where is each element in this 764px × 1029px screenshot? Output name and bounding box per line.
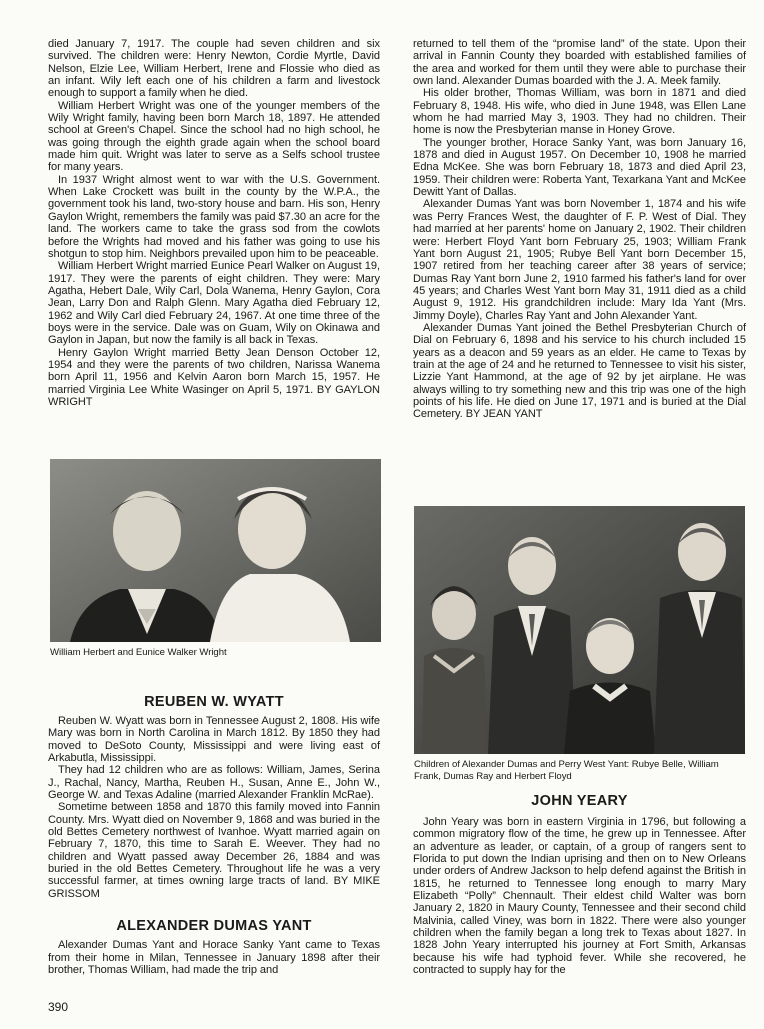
photo-wright-couple-image [50,459,381,642]
paragraph: Alexander Dumas Yant joined the Bethel Presbyterian Church of Dial on February 6, 1898 and his service to his church included 15 years as a deacon and 59 years as an elder. He came to Texas by train at the age of 24 and he returned to Tennessee to visit his sister, Lizzie Yant Hammond, at the age of 92 by jet airplane. He was always willing to try something new and this trip was one of the high points of his life. He died on June 17, 1971 and is buried at the Dial Cemetery. BY JEAN YANT [413,321,746,421]
paragraph: In 1937 Wright almost went to war with the U.S. Government. When Lake Crockett was built in the county by the W.P.A., the government took his land, two-story house and barn. His son, Henry Gaylon Wright, remembers the family was paid $7.30 an acre for the land. The workers came to take the grass sod from the cowlots before the Wrights had moved and his father was going to use his shotgun to stop him. Neighbors prevailed upon him to be peaceable. [48,173,380,260]
photo-caption-yant: Children of Alexander Dumas and Perry West Yant: Rubye Belle, William Frank, Dumas Ray and Herbert Floyd [414,759,719,782]
left-column [48,38,380,408]
paragraph: Reuben W. Wyatt was born in Tennessee August 2, 1808. His wife Mary was born in North Carolina in March 1812. By 1850 they had moved to DeSoto County, Mississippi and were living east of Arkabutla, Mississippi. [48,715,380,765]
paragraph: returned to tell them of the “promise land” of the state. Upon their arrival in Fannin County they boarded with established families of the area and worked for them until they were able to purchase their own land. Alexander Dumas boarded with the J. A. Meek family. [413,38,746,88]
section-heading-wyatt: REUBEN W. WYATT [144,694,284,710]
photo-wright-couple [50,459,381,642]
paragraph: William Herbert Wright married Eunice Pearl Walker on August 19, 1917. They were the parents of eight children. They were: Mary Agatha, Hebert Dale, Wily Carl, Dola Wanema, Henry Gaylon, Cora Jean, Larry Don and Ralph Glenn. Mary Agatha died February 12, 1962 and Wily Carl died February 24, 1967. At one time three of the boys were in the service. Dale was on Guam, Wily on Okinawa and Gaylon in Japan, but now the family is all back in Texas. [48,260,380,347]
paragraph: Sometime between 1858 and 1870 this family moved into Fannin County. Mrs. Wyatt died on November 9, 1868 and was buried in the old Bettes Cemetery northwest of Ivanhoe. Wyatt married again on February 7, 1870, this time to Sarah E. Weever. They had no children and Wyatt passed away December 26, 1884 and was buried in the old Bettes Cemetery. Throughout life he was a very successful farmer, at times owning large tracts of land. BY MIKE GRISSOM [48,801,380,900]
photo-yant-children-image [414,506,745,754]
left-column-lower [48,694,380,976]
paragraph: The younger brother, Horace Sanky Yant, was born January 16, 1878 and died in August 1957. On December 10, 1908 he married Edna McKee. She was born February 18, 1873 and died April 23, 1959. Their children were: Roberta Yant, Texarkana Yant and McKee Dewitt Yant of Dallas. [413,136,746,199]
right-column-lower [413,793,746,976]
paragraph: died January 7, 1917. The couple had seven children and six survived. The children were: Henry Newton, Cordie Myrtle, David Nelson, Elzie Lee, William Herbert, Irene and Flossie who died as an infant. Wily left each one of his children a farm and livestock enough to support a family when he died. [48,38,380,100]
photo-yant-children [414,506,745,754]
paragraph: Alexander Dumas Yant was born November 1, 1874 and his wife was Perry Frances West, the daughter of F. P. West of Dial. They had married at her parents' home on January 2, 1902. Their children were: Herbert Floyd Yant born February 25, 1903; William Frank Yant born August 21, 1905; Rubye Bell Yant born December 15, 1907 retired from her teaching career after 38 years of service; Dumas Ray Yant born June 2, 1910 farmed his father's land for over 45 years; and Charles West Yant born May 31, 1911 died as a child August 9, 1912. His grandchildren include: Mary Ida Yant (Mrs. Jimmy Doyle), Charles Ray Yant and John Alexander Yant. [413,198,746,322]
paragraph: His older brother, Thomas William, was born in 1871 and died February 8, 1948. His wife, who died in June 1948, was Ellen Lane whom he had married May 3, 1903. They had no children. Their home is now the Presbyterian manse in Honey Grove. [413,87,746,137]
paragraph: They had 12 children who are as follows: William, James, Serina J., Rachal, Nancy, Martha, Reuben H., Susan, Anne E., John W., George W. and Texas Adaline (married Alexander Franklin McRae). [48,764,380,802]
paragraph: John Yeary was born in eastern Virginia in 1796, but following a common migratory flow of the time, he grew up in Tennessee. After an adventure as leader, or captain, of a group of rangers sent to Florida to put down the Indian uprising and then on to New Orleans under orders of Andrew Jackson to help defend against the British in 1815, he returned to Tennessee long enough to marry Mary Elizabeth “Polly” Chennault. Their eldest child Walter was born January 2, 1820 in Maury County, Tennessee and their second child Malvinia, called Viney, was born in 1822. There were also younger children when the family began a long trek to Texas about 1827. In 1828 John Yeary interrupted his journey at Fort Smith, Arkansas because his wife had typhoid fever. While she recovered, he contracted to supply hay for the [413,816,746,977]
section-heading-yeary: JOHN YEARY [531,793,628,809]
section-heading-yant: ALEXANDER DUMAS YANT [116,918,312,935]
page-number: 390 [48,1000,69,1014]
right-column [413,38,746,421]
photo-caption-wright: William Herbert and Eunice Walker Wright [50,647,227,658]
paragraph: William Herbert Wright was one of the younger members of the Wily Wright family, having been born March 18, 1897. He attended school at Green's Chapel. Since the school had no high school, he was going through the eighth grade again when the school board made him quit. Wright was later to serve as a Selfs school trustee for many years. [48,99,380,174]
paragraph: Henry Gaylon Wright married Betty Jean Denson October 12, 1954 and they were the parents of two children, Narissa Wanema born April 11, 1956 and Kelvin Aaron born March 15, 1957. He married Virginia Lee White Wasinger on April 5, 1971. BY GAYLON WRIGHT [48,346,380,408]
paragraph: Alexander Dumas Yant and Horace Sanky Yant came to Texas from their home in Milan, Tennessee in January 1898 after their brother, Thomas William, had made the trip and [48,939,380,976]
